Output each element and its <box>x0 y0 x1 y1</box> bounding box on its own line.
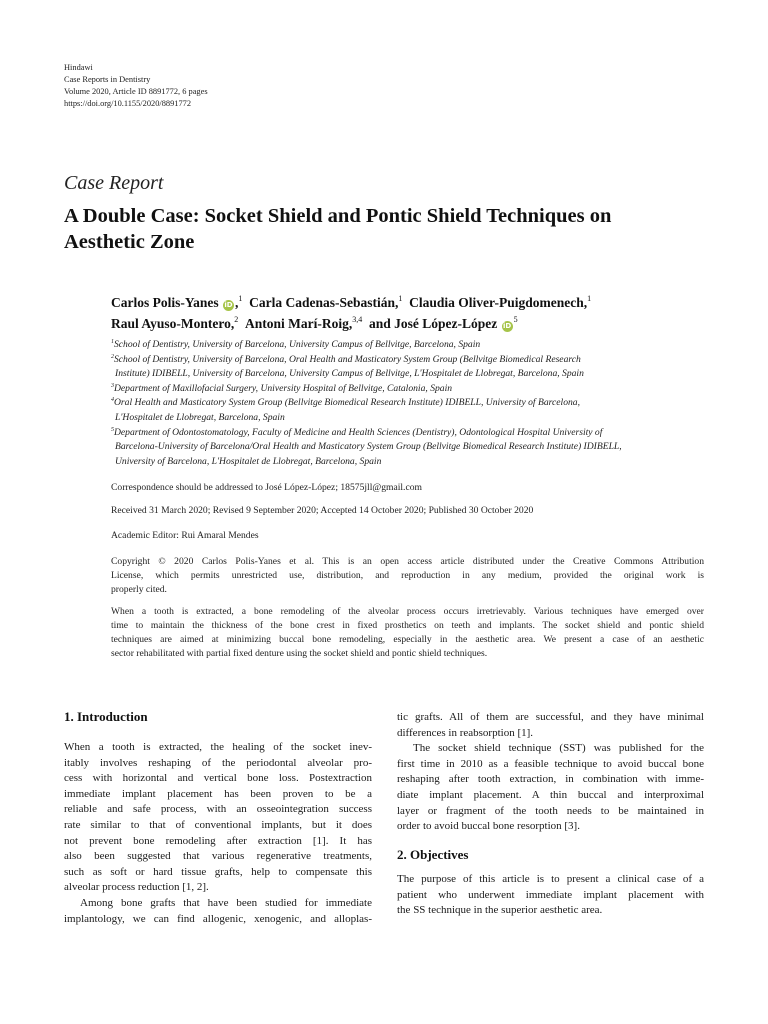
title-line-2: Aesthetic Zone <box>64 231 195 253</box>
affiliation-text: L'Hospitalet de Llobregat, Barcelona, Spain <box>115 411 285 423</box>
affiliation-text: Department of Maxillofacial Surgery, University Hospital of Bellvitge, Catalonia, Spain <box>114 382 453 394</box>
affiliations <box>111 338 711 469</box>
publisher-name: Hindawi <box>64 63 93 72</box>
abstract-line: sector rehabilitated with partial fixed denture using the socket shield and pontic shield techniques. <box>111 648 488 659</box>
body-line: the SS technique in the superior aesthetic area. <box>397 904 603 917</box>
section-heading-objectives: 2. Objectives <box>397 847 469 862</box>
author-list <box>111 292 721 334</box>
author-name: and José López-López <box>369 316 498 331</box>
copyright-line: Copyright © 2020 Carlos Polis-Yanes et al. This is an open access article distributed under the Creative Commons Attribution <box>111 556 704 567</box>
affiliation-mark: 1 <box>111 339 114 345</box>
body-line: rate similar to that of conventional implants, but it does <box>64 818 372 831</box>
column-right <box>397 710 704 835</box>
body-line: tic grafts. All of them are successful, and they have minimal <box>397 711 704 723</box>
volume-info: Volume 2020, Article ID 8891772, 6 pages <box>64 87 208 96</box>
abstract-line: time to maintain the thickness of the bone crest in fixed prosthetics on teeth and implants. The socket shield and pontic shield <box>111 620 704 631</box>
body-line: layer or fragment of the tooth needs to be maintained in <box>397 804 704 817</box>
affiliation-text: Barcelona-University of Barcelona/Oral Health and Masticatory System Group (Bellvitge Biomedical Research Institute) IDIBELL, <box>115 441 622 453</box>
title-line-1: A Double Case: Socket Shield and Pontic Shield Techniques on <box>64 205 612 227</box>
author-affiliation-mark: 1 <box>398 294 403 303</box>
body-line: Among bone grafts that have been studied for immediate <box>80 896 372 909</box>
body-line: implantology, we can find allogenic, xenogenic, and alloplas- <box>64 912 372 925</box>
academic-editor: Academic Editor: Rui Amaral Mendes <box>111 530 259 541</box>
author-name: Claudia Oliver-Puigdomenech, <box>409 295 588 310</box>
affiliation-5 <box>111 426 711 441</box>
body-line: such as soft or hard tissue grafts, help to compensate this <box>64 865 372 878</box>
affiliation-text: University of Barcelona, L'Hospitalet de Llobregat, Barcelona, Spain <box>115 455 382 467</box>
affiliation-text: Department of Odontostomatology, Faculty of Medicine and Health Sciences (Dentistry), Odontological Hospital University of <box>114 426 603 438</box>
author-affiliation-mark: 3,4 <box>352 315 363 324</box>
abstract-line: techniques are aimed at minimizing buccal bone remodeling, especially in the aesthetic area. We present a case of an aesthetic <box>111 634 704 645</box>
affiliation-1 <box>111 338 711 353</box>
article-title <box>64 203 704 255</box>
journal-name: Case Reports in Dentistry <box>64 75 151 84</box>
abstract <box>111 605 704 661</box>
affiliation-5-cont <box>111 455 711 470</box>
affiliation-2-cont <box>111 367 711 382</box>
correspondence: Correspondence should be addressed to José López-López; 18575jll@gmail.com <box>111 482 422 493</box>
affiliation-mark: 2 <box>111 353 114 360</box>
affiliation-text: School of Dentistry, University of Barcelona, Oral Health and Masticatory System Group (Bellvitge Biomedical Research <box>114 353 581 365</box>
affiliation-5-cont <box>111 440 711 455</box>
body-line: immediate implant placement has been proven to be a <box>64 787 372 800</box>
copyright-line: License, which permits unrestricted use, distribution, and reproduction in any medium, provided the original work is <box>111 570 704 581</box>
body-line: also been suggested that various regenerative treatments, <box>64 850 372 863</box>
affiliation-mark: 5 <box>111 426 114 433</box>
body-line: alveolar process reduction [1, 2]. <box>64 881 209 894</box>
doi-link[interactable]: https://doi.org/10.1155/2020/8891772 <box>64 99 192 108</box>
affiliation-4-cont <box>111 411 711 426</box>
body-line: The purpose of this article is to present a clinical case of a <box>397 873 704 885</box>
author-name: Antoni Marí-Roig, <box>245 316 353 331</box>
publication-dates: Received 31 March 2020; Revised 9 September 2020; Accepted 14 October 2020; Published 30 October 2020 <box>111 505 534 516</box>
body-line: not prevent bone remodeling after extraction [1]. It has <box>64 834 372 847</box>
orcid-icon[interactable]: iD <box>224 301 233 309</box>
affiliation-mark: 3 <box>111 382 114 389</box>
copyright-notice <box>111 555 704 597</box>
body-line: differences in reabsorption [1]. <box>397 726 534 739</box>
body-line: diate implant placement. A thin buccal and interproximal <box>397 788 704 801</box>
author-line-1 <box>111 292 721 313</box>
affiliation-text: Institute) IDIBELL, University of Barcelona, University Campus of Bellvitge, L'Hospitalet de Llobregat, Barcelona, Spain <box>115 368 584 380</box>
body-line: cess with horizontal and vertical bone loss. Postextraction <box>64 772 372 785</box>
body-line: When a tooth is extracted, the healing of the socket inev- <box>64 741 372 753</box>
affiliation-text: School of Dentistry, University of Barcelona, University Campus of Bellvitge, Barcelona, Spain <box>114 339 481 350</box>
body-line: patient who underwent immediate implant placement with <box>397 888 704 901</box>
body-line: itably involves reshaping of the periodontal alveolar pro- <box>64 756 372 769</box>
author-affiliation-mark: 2 <box>234 315 239 324</box>
author-name: Carlos Polis-Yanes <box>111 295 219 310</box>
affiliation-3 <box>111 382 711 397</box>
affiliation-text: Oral Health and Masticatory System Group (Bellvitge Biomedical Research Institute) IDIBELL, University of Barcelona, <box>114 397 580 409</box>
body-line: reliable and safe process, with an osseointegration success <box>64 803 372 816</box>
author-line-2 <box>111 313 721 334</box>
body-line: first time in 2010 as a feasible technique to avoid buccal bone <box>397 757 704 770</box>
objectives-body <box>397 872 704 919</box>
journal-meta <box>64 62 208 110</box>
orcid-icon[interactable]: iD <box>503 322 512 330</box>
abstract-line: When a tooth is extracted, a bone remodeling of the alveolar process occurs irretrievably. Various techniques have emerged over <box>111 606 704 617</box>
body-line: order to avoid buccal bone resorption [3]. <box>397 820 580 833</box>
copyright-line: properly cited. <box>111 584 167 595</box>
author-name: Carla Cadenas-Sebastián, <box>249 295 399 310</box>
author-affiliation-mark: 1 <box>238 294 243 303</box>
author-separator: , <box>235 295 239 310</box>
body-line: The socket shield technique (SST) was published for the <box>413 742 704 755</box>
section-heading-introduction: 1. Introduction <box>64 709 148 724</box>
article-type: Case Report <box>64 172 164 194</box>
author-affiliation-mark: 5 <box>513 315 518 324</box>
affiliation-2 <box>111 353 711 368</box>
affiliation-mark: 4 <box>111 397 114 404</box>
author-name: Raul Ayuso-Montero, <box>111 316 235 331</box>
affiliation-4 <box>111 396 711 411</box>
body-line: reshaping after tooth extraction, in combination with imme- <box>397 773 704 786</box>
column-left <box>64 740 372 927</box>
author-affiliation-mark: 1 <box>587 294 592 303</box>
